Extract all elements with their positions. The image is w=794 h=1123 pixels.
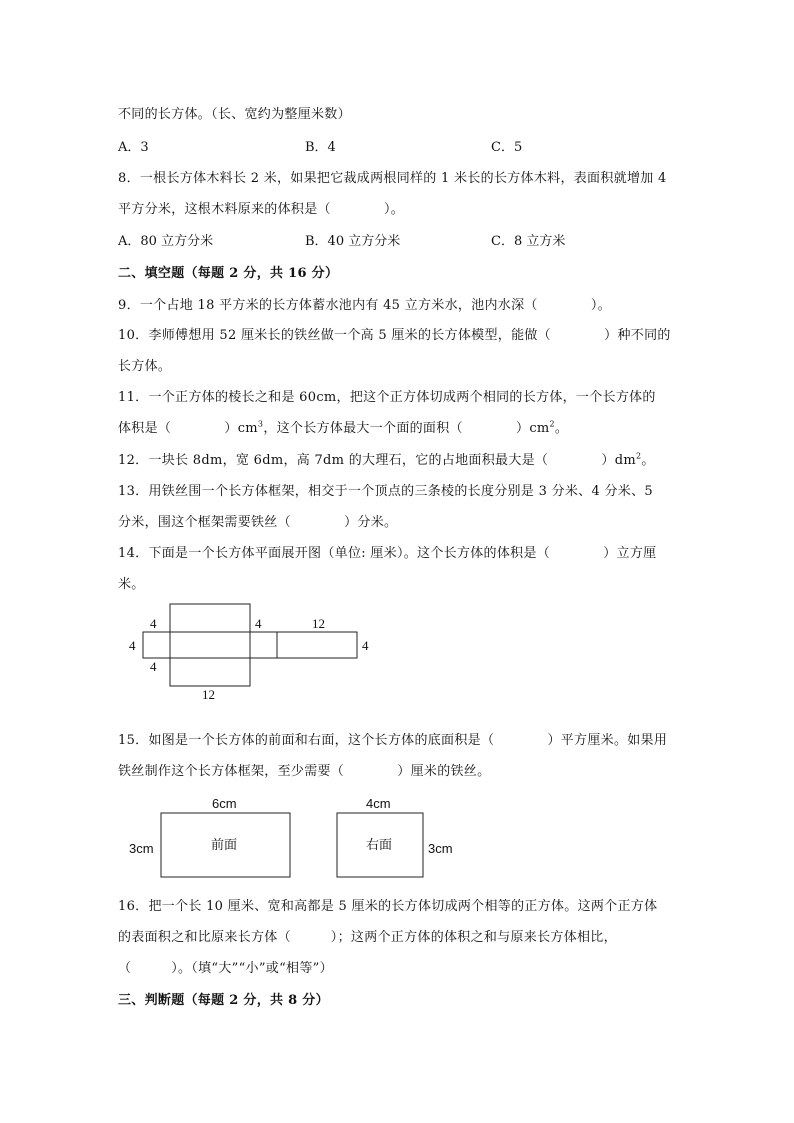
right-height-label: 3cm [428, 841, 453, 856]
right-face-label: 右面 [366, 837, 393, 852]
section-heading-3: 三、判断题（每题 2 分，共 8 分） [118, 993, 329, 1008]
option-a: A．3 [118, 140, 149, 155]
superscript: 2 [635, 451, 642, 461]
question-8-line-1: 8．一根长方体木料长 2 米，如果把它裁成两根同样的 1 米长的长方体木料，表面积就增加 4 [118, 171, 667, 186]
option-b: B．40 立方分米 [305, 234, 401, 249]
net-label: 4 [150, 616, 157, 631]
question-14-line-2: 米。 [118, 577, 145, 592]
question-16-line-2: 的表面积之和比原来长方体（ ）；这两个正方体的体积之和与原来长方体相比， [118, 930, 617, 945]
net-label: 4 [129, 638, 136, 653]
net-label: 4 [362, 638, 369, 653]
question-10-line-1: 10．李师傅想用 52 厘米长的铁丝做一个高 5 厘米的长方体模型，能做（ ）种不同的 [118, 328, 671, 343]
net-label: 12 [312, 616, 325, 631]
question-10-line-2: 长方体。 [118, 359, 172, 374]
text-line: 不同的长方体。（长、宽约为整厘米数） [118, 107, 351, 122]
question-8-line-2: 平方分米，这根木料原来的体积是（ ）。 [118, 202, 405, 217]
text: 体积是（ ）cm [118, 421, 258, 436]
section-heading-2: 二、填空题（每题 2 分，共 16 分） [118, 266, 339, 281]
question-14-line-1: 14．下面是一个长方体平面展开图（单位: 厘米）。这个长方体的体积是（ ）立方厘 [118, 546, 657, 561]
front-height-label: 3cm [129, 841, 154, 856]
question-16-line-3: （ ）。（填“大”“小”或“相等”） [118, 961, 333, 976]
text: 12．一块长 8dm，宽 6dm，高 7dm 的大理石，它的占地面积最大是（ ）dm [118, 453, 636, 468]
question-15-line-1: 15．如图是一个长方体的前面和右面，这个长方体的底面积是（ ）平方厘米。如果用 [118, 733, 668, 748]
front-width-label: 6cm [212, 796, 237, 811]
option-b: B．4 [305, 140, 336, 155]
text: ，这个长方体最大一个面的面积（ ）cm [263, 421, 550, 436]
question-9: 9．一个占地 18 平方米的长方体蓄水池内有 45 立方米水，池内水深（ ）。 [118, 298, 611, 313]
text: 。 [554, 421, 569, 436]
net-label: 4 [255, 616, 262, 631]
question-13-line-2: 分米，围这个框架需要铁丝（ ）分米。 [118, 515, 398, 530]
question-15-line-2: 铁丝制作这个长方体框架，至少需要（ ）厘米的铁丝。 [118, 764, 491, 779]
option-c: C．5 [491, 140, 523, 155]
question-16-line-1: 16．把一个长 10 厘米、宽和高都是 5 厘米的长方体切成两个相等的正方体。这两个正方体 [118, 899, 658, 914]
option-c: C．8 立方米 [491, 234, 566, 249]
text: 。 [641, 453, 655, 468]
question-13-line-1: 13．用铁丝围一个长方体框架，相交于一个顶点的三条棱的长度分别是 3 分米、4 分米、5 [118, 484, 653, 499]
right-width-label: 4cm [366, 796, 391, 811]
net-label: 12 [202, 687, 215, 702]
net-label: 4 [150, 659, 157, 674]
front-face-label: 前面 [211, 837, 238, 852]
question-11-line-1: 11．一个正方体的棱长之和是 60cm，把这个正方体切成两个相同的长方体，一个长方体的 [118, 390, 656, 405]
superscript: 3 [257, 419, 264, 429]
superscript: 2 [549, 419, 555, 429]
option-a: A．80 立方分米 [118, 234, 214, 249]
